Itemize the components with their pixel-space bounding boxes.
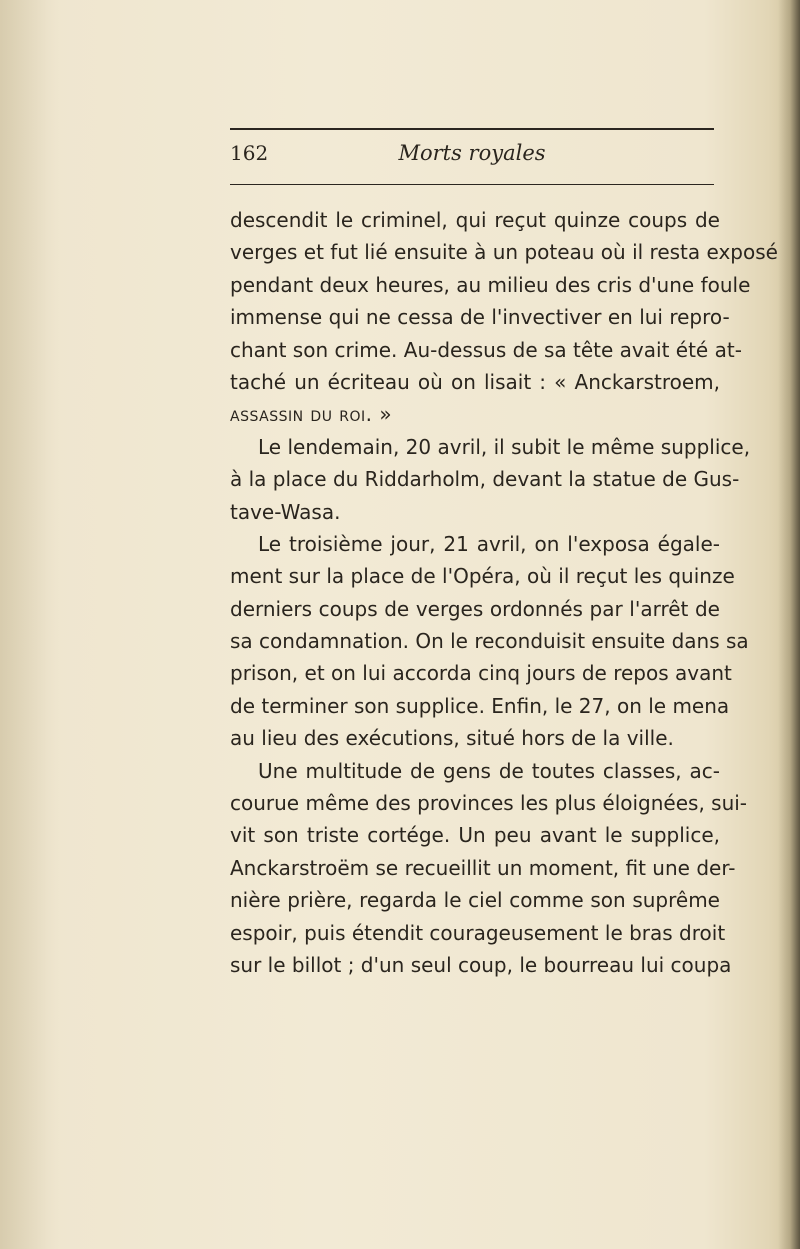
text-line: ment sur la place de l'Opéra, où il reçut les quinze: [230, 564, 735, 589]
page-shadow-left: [0, 0, 60, 1249]
text-line: pendant deux heures, au milieu des cris d'une foule: [230, 272, 751, 297]
text-line: verges et fut lié ensuite à un poteau où il resta exposé: [230, 240, 778, 265]
header-rule-top: [230, 128, 714, 130]
text-line: Le troisième jour, 21 avril, on l'exposa égale-: [258, 531, 720, 556]
text-line: de terminer son supplice. Enfin, le 27, on le mena: [230, 693, 730, 718]
header-rule-bottom: [230, 184, 714, 185]
page-edge-shadow: [778, 0, 800, 1249]
text-line: nière prière, regarda le ciel comme son suprême: [230, 888, 720, 913]
text-line: tave-Wasa.: [230, 499, 341, 524]
running-header: [230, 141, 714, 175]
running-title: Morts royales: [398, 141, 546, 165]
text-line: taché un écriteau où on lisait : « Anckarstroem,: [230, 369, 720, 394]
body-text: [230, 204, 778, 981]
text-line: vit son triste cortége. Un peu avant le supplice,: [230, 823, 720, 848]
text-line: courue même des provinces les plus éloignées, sui-: [230, 791, 748, 816]
text-line: derniers coups de verges ordonnés par l'arrêt de: [230, 596, 720, 621]
page-number: 162: [230, 141, 269, 165]
text-line: Le lendemain, 20 avril, il subit le même supplice,: [258, 434, 751, 459]
text-line: à la place du Riddarholm, devant la statue de Gus-: [230, 467, 740, 492]
text-line: prison, et on lui accorda cinq jours de repos avant: [230, 661, 732, 686]
text-line: assassin du roi. »: [230, 402, 393, 427]
text-line: sa condamnation. On le reconduisit ensuite dans sa: [230, 629, 749, 654]
text-line: sur le billot ; d'un seul coup, le bourreau lui coupa: [230, 952, 732, 977]
text-line: au lieu des exécutions, situé hors de la ville.: [230, 726, 674, 751]
text-line: chant son crime. Au-dessus de sa tête avait été at-: [230, 337, 742, 362]
text-line: espoir, puis étendit courageusement le bras droit: [230, 920, 726, 945]
text-line: immense qui ne cessa de l'invectiver en lui repro-: [230, 305, 730, 330]
text-line: Anckarstroëm se recueillit un moment, fit une der-: [230, 855, 736, 880]
text-line: Une multitude de gens de toutes classes, ac-: [258, 758, 720, 783]
text-line: descendit le criminel, qui reçut quinze coups de: [230, 208, 720, 232]
